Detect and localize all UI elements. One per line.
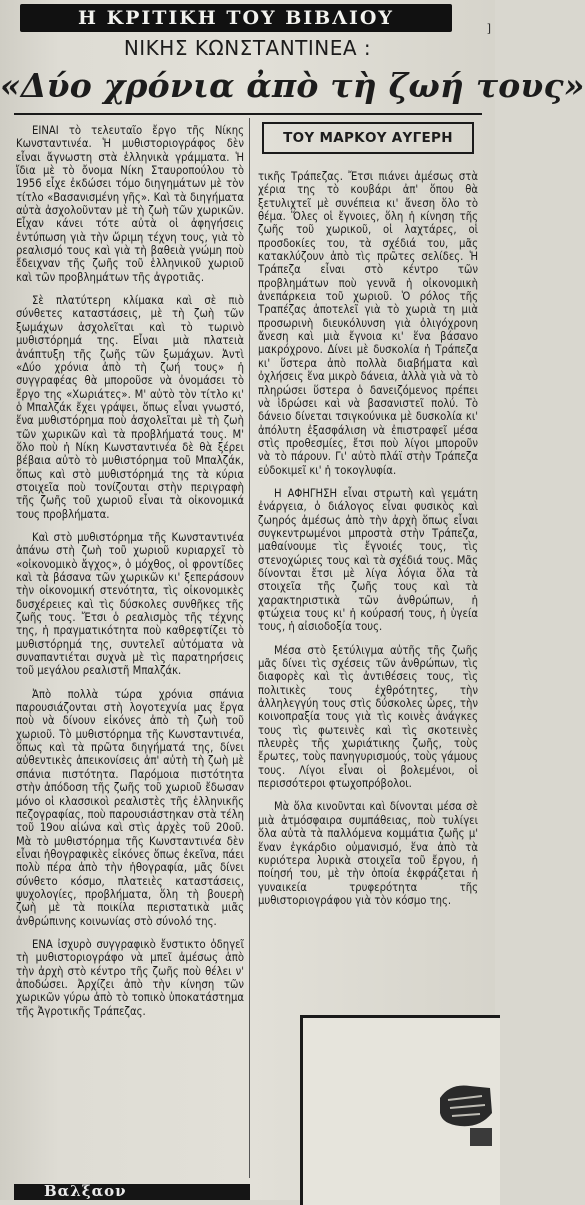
section-title: Η ΚΡΙΤΙΚΗ ΤΟΥ ΒΙΒΛΙΟΥ (78, 7, 394, 29)
column-divider (249, 118, 250, 1178)
paragraph: ΕΝΑ ἰσχυρὸ συγγραφικὸ ἔνστικτο ὁδηγεῖ τὴ μυθιστοριογράφο νὰ μπεῖ ἀμέσως ἀπὸ τὴν ἀρχὴ στὸ κέντρο τῆς ζωῆς ποὺ θέλει ν' ἀποδώσει. Ἀρχίζει ἀπὸ τὴν κίνηση τῶν χωρικῶν γύρω ἀπὸ τὸ τοπικὸ ὑποκατάστημα τῆς Ἀγροτικῆς Τράπεζας. (16, 937, 244, 1018)
hand-illustration-icon (430, 1058, 495, 1148)
bottom-banner (14, 1184, 250, 1200)
left-column (16, 124, 244, 1028)
review-author-box (262, 122, 474, 154)
review-author: ΤΟΥ ΜΑΡΚΟΥ ΑΥΓΕΡΗ (283, 130, 453, 146)
paragraph: Μέσα στὸ ξετύλιγμα αὐτῆς τῆς ζωῆς μᾶς δίνει τὶς σχέσεις τῶν ἀνθρώπων, τὶς διαφορὲς καὶ τὶς ἀντιθέσεις τους, τὶς πολιτικὲς τους ἐχθρότητες, τὴν ἀλληλεγγύη τους στὶς δύσκολες ὧρες, τὴν κοινοπραξία τους γιὰ τὶς κοινὲς ἀνάγκες τους τὶς φωτεινὲς καὶ τὶς σκοτεινὲς πλευρὲς τῆς χωριάτικης ζωῆς, τοὺς ἔρωτες, τοὺς πανηγυρισμούς, τοὺς γάμους τους. Λίγοι εἶναι οἱ βολεμένοι, οἱ περισσότεροι φτωχοπρόβολοι. (258, 643, 478, 791)
paragraph: Η ΑΦΗΓΗΣΗ εἶναι στρωτὴ καὶ γεμάτη ἐνάργεια, ὁ διάλογος εἶναι φυσικὸς καὶ ζωηρός ἀμέσως ἀπὸ τὴν ἀρχὴ ὅπως εἶναι συγκεντρωμένοι μπροστὰ στὴν Τράπεζα, μαθαίνουμε τὶς ἔγνοιές τους, τὶς στενοχώριες τους καὶ τὰ σχέδιά τους. Μᾶς δίνονται ἔτσι μὲ λίγα λόγια ὅλα τὰ στοιχεῖα τῆς ζωῆς τους καὶ τὰ χαρακτηριστικὰ τῶν ἀνθρώπων, ἡ φτώχεια τους κι' ἡ κούρασή τους, ἡ ὑγεία τους, ἡ αἰσιοδοξία τους. (258, 486, 478, 634)
page-edge-mark: ] (486, 22, 491, 35)
book-title-headline: «Δύο χρόνια ἀπὸ τὴ ζωή τους» (0, 66, 585, 105)
paragraph: Ἀπὸ πολλὰ τώρα χρόνια σπάνια παρουσιάζονται στὴ λογοτεχνία μας ἔργα ποὺ νὰ δίνουν εἰκόνες ἀπὸ τὴ ζωὴ τοῦ χωριοῦ. Τὸ μυθιστόρημα τῆς Κωνσταντινέα, ὅπως καὶ τὰ πρῶτα διηγήματά της, δίνει αὐθεντικὲς ἀπεικονίσεις ἀπ' αὐτὴ τὴ ζωὴ μὲ σπάνια πιστότητα. Παρόμοια πιστότητα στὴν ἀπόδοση τῆς ζωῆς τοῦ χωριοῦ ἔδωσαν μόνο οἱ κλασσικοὶ ρεαλιστὲς τῆς ἑλληνικῆς πεζογραφίας, ποὺ παρουσιάστηκαν στὰ τέλη τοῦ 19ου αἰώνα καὶ στὶς ἀρχὲς τοῦ 20οῦ. Μὰ τὸ μυθιστόρημα τῆς Κωνσταντινέα δὲν εἶναι ἠθογραφικὲς εἰκόνες ὅπως ἐκεῖνα, πάει πολὺ πέρα ἀπὸ τὴν ἠθογραφία, μᾶς δίνει σύνθετο κόσμο, πλατειὲς καταστάσεις, ψυχολογίες, προβλήματα, ὅλη τὴ βουερὴ ζωὴ μὲ τὰ ποικίλα περιστατικὰ μιᾶς ἀνθρώπινης κοινωνίας στὸ σύνολό της. (16, 687, 244, 928)
book-author-subtitle: ΝΙΚΗΣ ΚΩΝΣΤΑΝΤΙΝΕΑ : (123, 36, 372, 60)
paragraph: ΕΙΝΑΙ τὸ τελευταῖο ἔργο τῆς Νίκης Κωνσταντινέα. Ἡ μυθιστοριογράφος δὲν εἶναι ἄγνωστη στὰ ἑλληνικὰ γράμματα. Ἡ ἴδια μὲ τὸ ὄνομα Νίκη Σταυροπούλου τὸ 1956 εἶχε ἐκδώσει τόμο διηγημάτων μὲ τὸν τίτλο «Βασανισμένη γῆς». Καὶ τὰ διηγήματα αὐτὰ ἀσχολοῦνταν μὲ τὴ ζωὴ τῶν χωρικῶν. Εἶχαν κάνει τότε αὐτὰ οἱ ἀφηγήσεις ἐντύπωση γιὰ τὴν ὥριμη τέχνη τους, γιὰ τὸ ρεαλισμό τους καὶ γιὰ τὴ βαθειὰ γνώμη ποὺ ἔδειχναν τῆς ζωῆς τοῦ ἑλληνικοῦ χωριοῦ καὶ τῶν προβλημάτων τῆς ἀγροτιᾶς. (16, 124, 244, 284)
banner-glyphs: Βαλξαον (44, 1182, 127, 1200)
paragraph: Καὶ στὸ μυθιστόρημα τῆς Κωνσταντινέα ἀπάνω στὴ ζωὴ τοῦ χωριοῦ κυριαρχεῖ τὸ «οἰκονομικὸ ἄγχος», ὁ μόχθος, οἱ φροντίδες καὶ τὰ βάσανα τῶν χωρικῶν κι' ξεπεράσουν τὴν οἰκονομική στενότητα, τὶς οἰκονομικὲς δυσχέρειες καὶ τὶς δύσκολες συνθῆκες τῆς ζωῆς τους. Ἔτσι ὁ ρεαλισμὸς τῆς τέχνης της, ἡ πραγματικότητα ποὺ καθρεφτίζει τὸ μυθιστόρημά της, συντελεῖ αὐτόματα νὰ συναπαντιέται συχνὰ μὲ τὶς παρατηρήσεις τοῦ μεγάλου ρεαλιστῆ Μπαλζάκ. (16, 530, 244, 678)
section-header-bar (20, 4, 452, 32)
headline-rule (14, 113, 482, 115)
right-column (258, 170, 478, 917)
paragraph: τικῆς Τράπεζας. Ἔτσι πιάνει ἀμέσως στὰ χέρια της τὸ κουβάρι ἀπ' ὅπου θὰ ξετυλιχτεῖ μὲ συνέπεια κι' ἄνεση ὅλο τὸ θέμα. Ὅλες οἱ ἔγνοιες, ὅλη ἡ κίνηση τῆς ζωῆς τοῦ χωρικοῦ, οἱ λαχτάρες, οἱ προσδοκίες του, τὰ σχέδιά του, μᾶς κατακλύζουν ἀπὸ τὶς πρῶτες σελίδες. Ἡ Τράπεζα εἶναι στὸ κέντρο τῶν προβλημάτων ποὺ γεννᾶ ἡ οἰκονομικὴ ἀνεπάρκεια τοῦ χωριοῦ. Ὁ ρόλος τῆς Τραπέζας ἀποτελεῖ γιὰ τὸ χωριὰ τη μιὰ προσωρινὴ διευκόλυνση γιὰ ὀλιγόχρονη ἄνεση καὶ μιὰ ἔγνοια κι' ἕνα βάσανο μακρόχρονο. Δίνει μὲ δυσκολία ἡ Τράπεζα κι' ὕστερα ἀπὸ πολλὰ διαβήματα καὶ ὀχλήσεις ἕνα μικρὸ δάνεια, ἀλλὰ γιὰ νὰ τὸ πληρώσει ὕστερα ὁ δανειζόμενος πρέπει νὰ ἱδρώσει καὶ νὰ βασανιστεῖ πολύ. Τὸ δάνειο δίνεται τσιγκούνικα μὲ δυσκολία κι' ἀπόλυτη ἐξασφάλιση νὰ ἐπιστραφεῖ μέσα στὶς προθεσμίες, ἔτσι ποὺ λίγοι μποροῦν νὰ τὸ πάρουν. Γι' αὐτὸ πλάϊ στὴν Τράπεζα εὐδοκιμεῖ κι' ἡ τοκογλυφία. (258, 170, 478, 477)
paragraph: Σὲ πλατύτερη κλίμακα καὶ σὲ πιὸ σύνθετες καταστάσεις, μὲ τὴ ζωὴ τῶν ξωμάχων ἀσχολεῖται καὶ τὸ τωρινὸ μυθιστόρημά της. Εἶναι μιὰ πλατειὰ ἀνάπτυξη τῆς ζωῆς τῶν ξωμάχων. Ἀντὶ «Δύο χρόνια ἀπὸ τὴ ζωή τους» ἡ συγγραφέας θὰ μποροῦσε νὰ ὀνομάσει τὸ ἔργο της «Χωριάτες». Μ' αὐτὸ τὸν τίτλο κι' ὁ Μπαλζάκ ἔχει γράψει, ὅπως εἶναι γνωστό, ἕνα μυθιστόρημα ποὺ ἀσχολεῖται μὲ τὴ ζωὴ τῶν χωρικῶν καὶ τὰ προβλήματά τους. Μ' ὅλο ποὺ ἡ Νίκη Κωνσταντινέα δὲ θὰ ξέρει βέβαια αὐτὸ τὸ μυθιστόρημα τοῦ Μπαλζάκ, ὅπως καὶ στὸ μυθιστόρημά της τὰ κύρια στοιχεῖα ποὺ τονίζουται στὴν περιγραφὴ τῆς ζωῆς τοῦ χωριοῦ εἶναι τὰ οἰκονομικά τους προβλήματα. (16, 294, 244, 521)
paragraph: Μὰ ὅλα κινοῦνται καὶ δίνονται μέσα σὲ μιὰ ἀτμόσφαιρα συμπάθειας, ποὺ τυλίγει ὅλα αὐτὰ τὰ παλλόμενα κομμάτια ζωῆς μ' ἕναν ἐγκάρδιο οὐμανισμό, ἕνα ἀπὸ τὰ κυριότερα λυρικὰ στοιχεῖα τοῦ ἔργου, ἡ ποίησή του, μὲ τὴν ὁποία ἐκφράζεται ἡ γυναικεία τρυφερότητα τῆς μυθιστοριογράφου γιὰ τὸν κόσμο της. (258, 800, 478, 907)
